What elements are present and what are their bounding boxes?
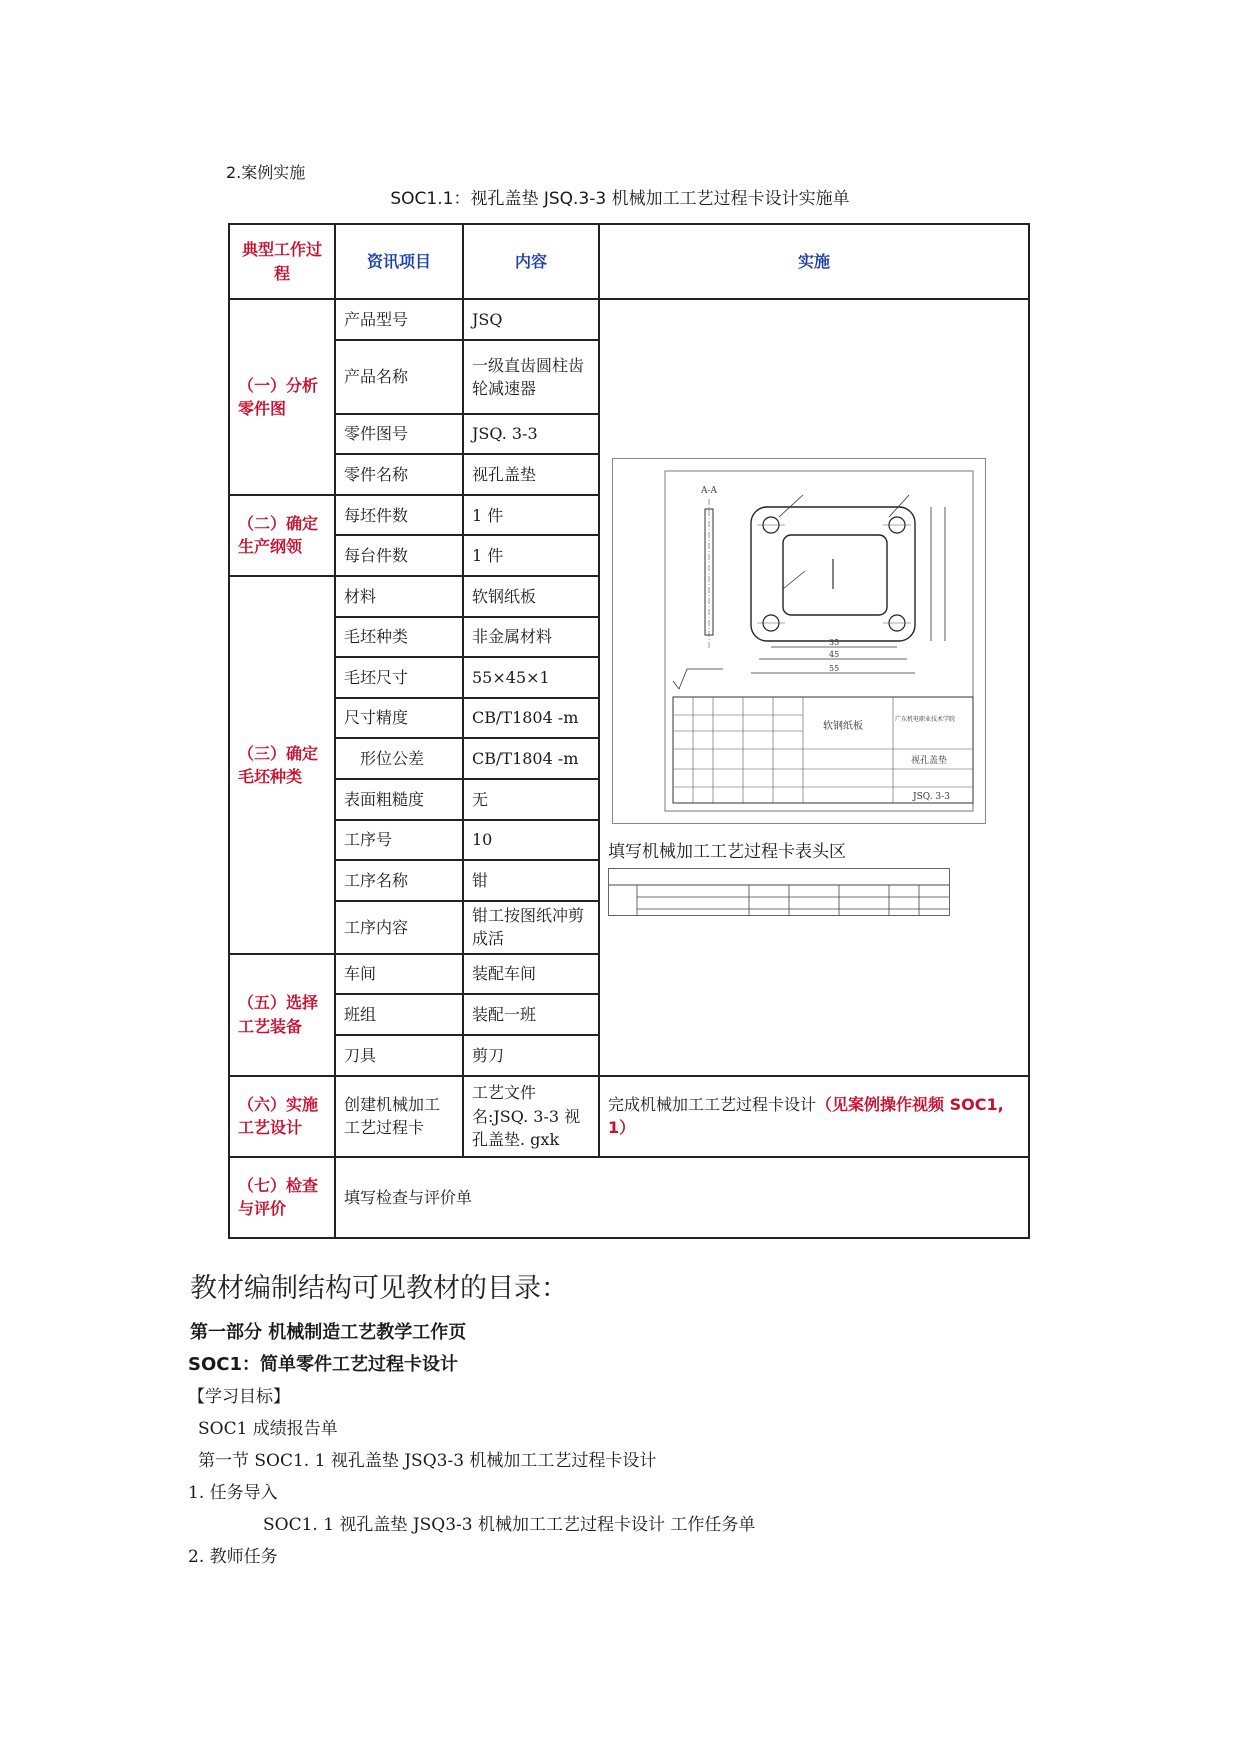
phase-blank: （三）确定毛坯种类 [229, 576, 335, 954]
header-impl: 实施 [599, 224, 1029, 299]
impl-drawing-cell [599, 299, 1029, 1075]
item-cell: 工序名称 [335, 860, 463, 901]
dim-55: 55 [829, 664, 840, 674]
content-cell: JSQ. 3-3 [463, 414, 599, 455]
dim-35: 35 [829, 638, 840, 648]
content-cell: 剪刀 [463, 1035, 599, 1076]
item-cell: 毛坯尺寸 [335, 657, 463, 698]
content-cell: 钳工按图纸冲剪成活 [463, 901, 599, 954]
dim-45: 45 [829, 650, 840, 660]
doc-title: SOC1.1：视孔盖垫 JSQ.3-3 机械加工工艺过程卡设计实施单 [390, 189, 850, 209]
content-cell: 10 [463, 820, 599, 861]
chapter-heading: SOC1：简单零件工艺过程卡设计 [188, 1354, 458, 1375]
learning-goals: 【学习目标】 [188, 1387, 290, 1407]
tb-school: 广东机电职业技术学院 [895, 716, 956, 724]
phase-check: （七）检查与评价 [229, 1157, 335, 1238]
content-cell: 装配车间 [463, 954, 599, 995]
item-cell: 尺寸精度 [335, 698, 463, 739]
content-cell: 无 [463, 779, 599, 820]
part-drawing [612, 458, 986, 824]
phase-analyze: （一）分析零件图 [229, 299, 335, 495]
item-cell: 毛坯种类 [335, 617, 463, 658]
item-cell: 形位公差 [335, 738, 463, 779]
phase-equipment: （五）选择工艺装备 [229, 954, 335, 1076]
header-item: 资讯项目 [335, 224, 463, 299]
content-cell: 1 件 [463, 495, 599, 536]
item-cell: 刀具 [335, 1035, 463, 1076]
item-cell: 零件图号 [335, 414, 463, 455]
item-cell: 每坯件数 [335, 495, 463, 536]
content-cell: CB/T1804 -m [463, 698, 599, 739]
section-line: 第一节 SOC1. 1 视孔盖垫 JSQ3-3 机械加工工艺过程卡设计 [198, 1451, 657, 1471]
toc-intro: 教材编制结构可见教材的目录： [190, 1273, 568, 1304]
content-cell: 非金属材料 [463, 617, 599, 658]
item-cell: 产品名称 [335, 340, 463, 414]
phase-production: （二）确定生产纲领 [229, 495, 335, 576]
part-drawing-svg [613, 459, 985, 823]
tb-material: 软钢纸板 [823, 721, 863, 733]
item-cell: 创建机械加工工艺过程卡 [335, 1076, 463, 1157]
tb-drawing-no: JSQ. 3-3 [913, 792, 950, 803]
video-reference: （见案例操作视频 SOC1, 1） [608, 1094, 1004, 1138]
content-cell: 工艺文件名:JSQ. 3-3 视孔盖垫. gxk [463, 1076, 599, 1157]
content-cell: 钳 [463, 860, 599, 901]
task-import-sub: SOC1. 1 视孔盖垫 JSQ3-3 机械加工工艺过程卡设计 工作任务单 [263, 1515, 756, 1535]
header-content: 内容 [463, 224, 599, 299]
tb-part-name: 视孔盖垫 [911, 756, 948, 767]
phase-design: （六）实施工艺设计 [229, 1076, 335, 1157]
item-cell: 零件名称 [335, 454, 463, 495]
impl-design-text: 完成机械加工工艺过程卡设计 [608, 1094, 817, 1114]
item-cell: 班组 [335, 994, 463, 1035]
part-heading: 第一部分 机械制造工艺教学工作页 [190, 1322, 467, 1343]
impl-design-cell [599, 1076, 1029, 1157]
process-card-header-preview [608, 868, 950, 916]
item-cell: 车间 [335, 954, 463, 995]
fill-header-label: 填写机械加工工艺过程卡表头区 [608, 842, 846, 863]
item-cell: 表面粗糙度 [335, 779, 463, 820]
task-import: 1. 任务导入 [188, 1483, 278, 1503]
content-cell: 视孔盖垫 [463, 454, 599, 495]
item-cell: 工序内容 [335, 901, 463, 954]
content-cell: 一级直齿圆柱齿轮减速器 [463, 340, 599, 414]
item-cell: 工序号 [335, 820, 463, 861]
content-cell: 1 件 [463, 535, 599, 576]
teacher-task: 2. 教师任务 [188, 1547, 278, 1567]
content-cell: 装配一班 [463, 994, 599, 1035]
item-cell: 产品型号 [335, 299, 463, 340]
content-cell: 软钢纸板 [463, 576, 599, 617]
implementation-table [228, 223, 1030, 1239]
check-cell: 填写检查与评价单 [335, 1157, 1029, 1238]
content-cell: JSQ [463, 299, 599, 340]
content-cell: 55×45×1 [463, 657, 599, 698]
content-cell: CB/T1804 -m [463, 738, 599, 779]
section-label: 2.案例实施 [226, 163, 306, 182]
report-line: SOC1 成绩报告单 [198, 1419, 338, 1439]
process-card-svg [609, 869, 949, 915]
item-cell: 材料 [335, 576, 463, 617]
header-process: 典型工作过程 [229, 224, 335, 299]
item-cell: 每台件数 [335, 535, 463, 576]
section-mark-label: A-A [701, 486, 718, 497]
